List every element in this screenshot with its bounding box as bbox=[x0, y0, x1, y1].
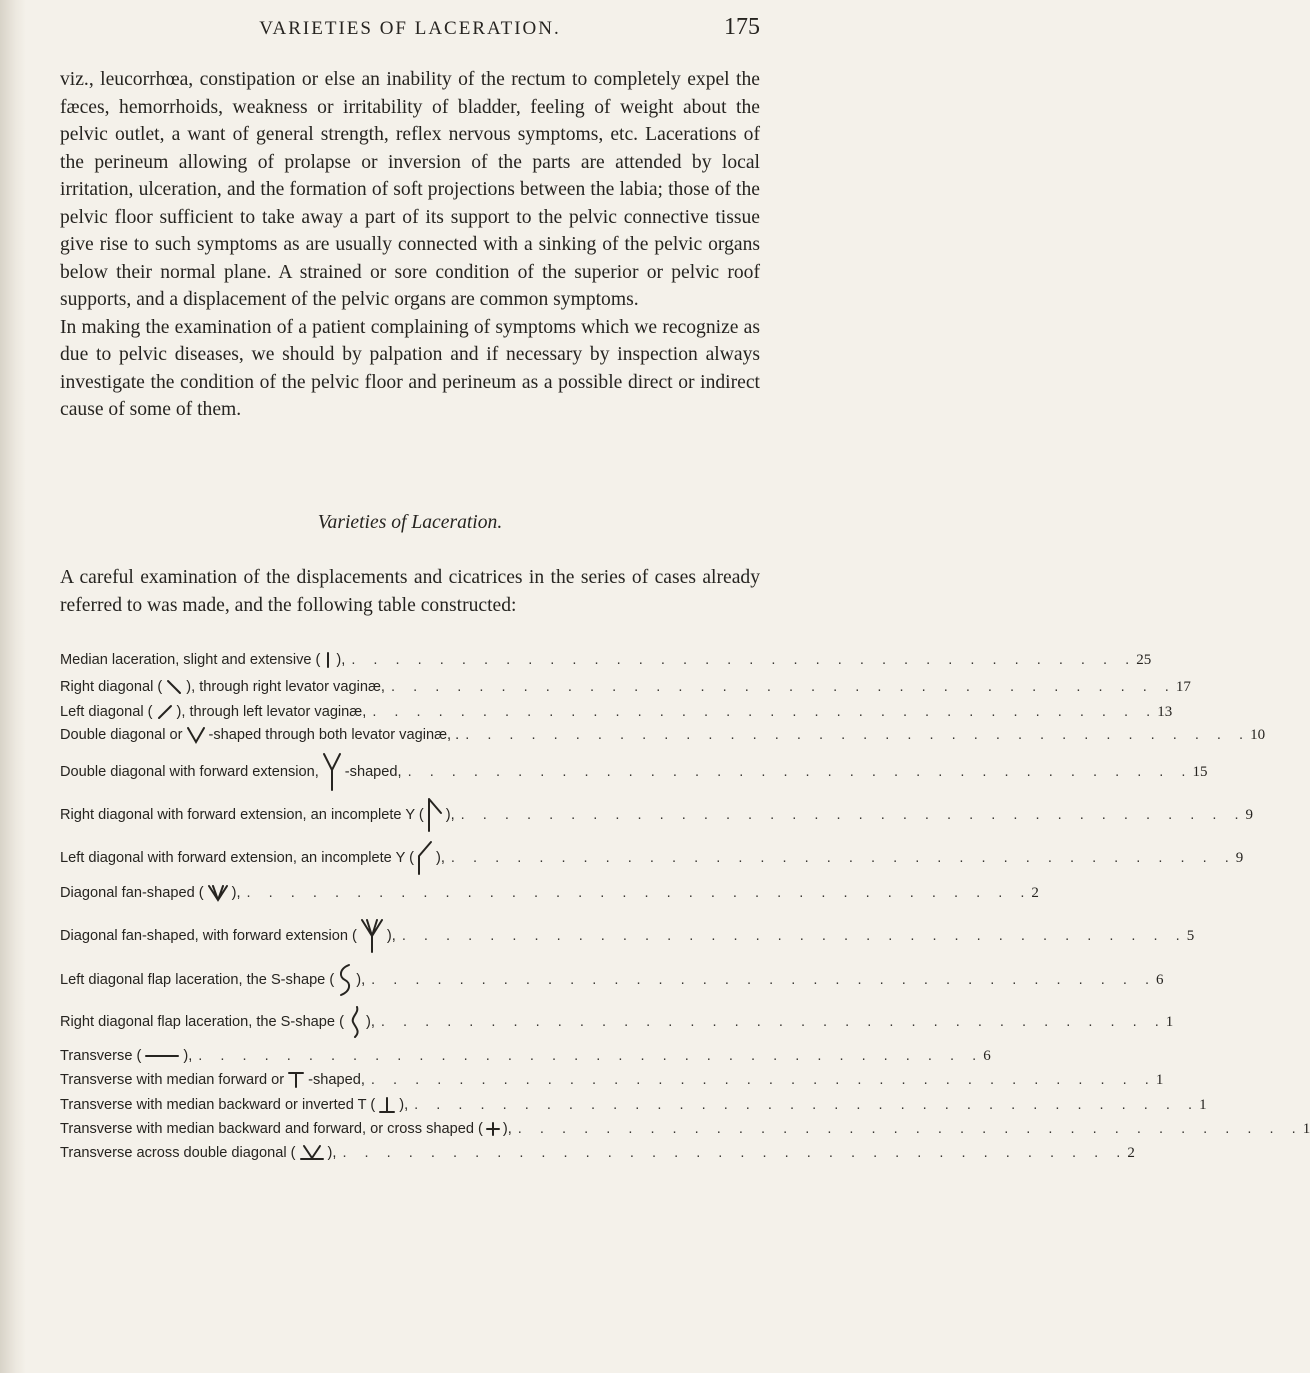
row-label bbox=[60, 1141, 336, 1165]
row-label-text: Right diagonal with forward extension, an incomplete Y ( bbox=[60, 806, 424, 823]
row-label-suffix: -shaped, bbox=[308, 1072, 365, 1088]
row-label-text: Left diagonal flap laceration, the S-shape ( bbox=[60, 971, 335, 988]
row-count: 15 bbox=[1192, 764, 1208, 780]
row-count: 25 bbox=[1136, 652, 1152, 668]
row-label bbox=[60, 918, 396, 954]
row-label-suffix: ), bbox=[356, 971, 366, 988]
y-shape-icon bbox=[322, 752, 342, 792]
row-label bbox=[60, 1005, 375, 1039]
dot-leader: . . . . . . . . . . . . . . . . . . . . . . . . . . . . . . . . . . . . bbox=[370, 1072, 1156, 1088]
dot-leader: . . . . . . . . . . . . . . . . . . . . . . . . . . . . . . . . . . . . bbox=[198, 1048, 984, 1064]
dot-leader: . . . . . . . . . . . . . . . . . . . . . . . . . . . . . . . . . . . . bbox=[371, 972, 1157, 988]
row-label-suffix: ), bbox=[327, 1145, 337, 1161]
dot-leader: . . . . . . . . . . . . . . . . . . . . . . . . . . . . . . . . . . . . bbox=[351, 652, 1137, 668]
dot-leader: . . . . . . . . . . . . . . . . . . . . . . . . . . . . . . . . . . . . bbox=[390, 679, 1176, 695]
row-count: 6 bbox=[1156, 972, 1164, 988]
row-label-text: Transverse across double diagonal ( bbox=[60, 1145, 296, 1161]
row-label bbox=[60, 797, 455, 833]
row-label bbox=[60, 675, 385, 699]
cross-icon bbox=[486, 1122, 500, 1136]
table-row bbox=[60, 924, 1195, 948]
incomplete-y-left-icon bbox=[417, 840, 433, 876]
row-label bbox=[60, 648, 345, 672]
row-count: 2 bbox=[1127, 1145, 1135, 1161]
inverted-t-icon bbox=[378, 1096, 396, 1114]
row-count: 1 bbox=[1302, 1121, 1310, 1137]
row-label-suffix: ), bbox=[336, 652, 346, 668]
row-label-suffix: ), bbox=[399, 1097, 409, 1113]
row-count: 6 bbox=[983, 1048, 991, 1064]
row-label-text: Double diagonal or bbox=[60, 727, 183, 743]
row-label bbox=[60, 723, 459, 747]
row-label-suffix: ), bbox=[231, 885, 241, 901]
table-row bbox=[60, 648, 1152, 672]
dot-leader: . . . . . . . . . . . . . . . . . . . . . . . . . . . . . . . . . . . . bbox=[450, 850, 1236, 866]
row-label-suffix: ), bbox=[445, 806, 455, 823]
row-label-suffix: ), bbox=[502, 1121, 512, 1137]
section-title: Varieties of Laceration. bbox=[317, 512, 503, 533]
row-label-text: Right diagonal flap laceration, the S-shape ( bbox=[60, 1013, 344, 1030]
row-count: 1 bbox=[1155, 1072, 1164, 1088]
median-icon bbox=[323, 650, 333, 670]
dot-leader: . . . . . . . . . . . . . . . . . . . . . . . . . . . . . . . . . . . . bbox=[401, 928, 1187, 944]
page-number: 175 bbox=[724, 14, 760, 40]
row-count: 2 bbox=[1031, 885, 1039, 901]
table-row bbox=[60, 1141, 1135, 1165]
row-label bbox=[60, 840, 445, 876]
row-count: 5 bbox=[1186, 928, 1195, 944]
dot-leader: . . . . . . . . . . . . . . . . . . . . . . . . . . . . . . . . . . . . bbox=[414, 1097, 1200, 1113]
row-label-text: Left diagonal ( bbox=[60, 704, 153, 720]
incomplete-y-right-icon bbox=[427, 797, 443, 833]
row-label-suffix: -shaped through both levator vaginæ, . bbox=[208, 727, 460, 743]
intro-paragraph: A careful examination of the displacements and cicatrices in the series of cases already referred to was made, and the following table constructed: bbox=[60, 567, 760, 616]
dot-leader: . . . . . . . . . . . . . . . . . . . . . . . . . . . . . . . . . . . . bbox=[342, 1145, 1128, 1161]
right-diagonal-icon bbox=[165, 678, 183, 696]
row-label-suffix: ), bbox=[435, 849, 445, 866]
dot-leader: . . . . . . . . . . . . . . . . . . . . . . . . . . . . . . . . . . . . bbox=[372, 704, 1158, 720]
row-label-text: Transverse with median backward and forward, or cross shaped ( bbox=[60, 1121, 483, 1137]
row-label bbox=[60, 963, 365, 997]
row-label-text: Transverse ( bbox=[60, 1048, 142, 1064]
left-diagonal-icon bbox=[156, 703, 174, 721]
row-count: 9 bbox=[1245, 807, 1254, 823]
running-head: VARIETIES OF LACERATION. bbox=[259, 18, 561, 39]
table-row bbox=[60, 700, 1173, 724]
page-header bbox=[60, 14, 760, 52]
v-shape-icon bbox=[186, 726, 206, 744]
row-label-text: Right diagonal ( bbox=[60, 679, 163, 695]
row-label-text: Transverse with median backward or inverted T ( bbox=[60, 1097, 376, 1113]
row-count: 10 bbox=[1250, 727, 1266, 743]
row-label bbox=[60, 1117, 512, 1141]
row-label-text: Diagonal fan-shaped, with forward extension ( bbox=[60, 927, 357, 944]
dot-leader: . . . . . . . . . . . . . . . . . . . . . . . . . . . . . . . . . . . . bbox=[460, 807, 1246, 823]
table-row bbox=[60, 968, 1164, 992]
dot-leader: . . . . . . . . . . . . . . . . . . . . . . . . . . . . . . . . . . . . bbox=[380, 1014, 1166, 1030]
page-gutter-shadow bbox=[0, 0, 26, 1373]
row-label-text: Left diagonal with forward extension, an incomplete Y ( bbox=[60, 849, 414, 866]
row-label bbox=[60, 1093, 408, 1117]
dot-leader: . . . . . . . . . . . . . . . . . . . . . . . . . . . . . . . . . . . . bbox=[517, 1121, 1303, 1137]
row-label-suffix: ), bbox=[386, 927, 396, 944]
row-label-suffix: ), through right levator vaginæ, bbox=[186, 679, 385, 695]
dot-leader: . . . . . . . . . . . . . . . . . . . . . . . . . . . . . . . . . . . . bbox=[465, 727, 1251, 743]
t-shape-icon bbox=[287, 1071, 305, 1089]
row-label bbox=[60, 881, 241, 905]
table-row bbox=[60, 1010, 1174, 1034]
table-row bbox=[60, 723, 1266, 747]
table-row bbox=[60, 1044, 991, 1068]
row-label-suffix: ), bbox=[365, 1013, 375, 1030]
row-label-text: Transverse with median forward or bbox=[60, 1072, 285, 1088]
table-row bbox=[60, 1117, 1310, 1141]
paragraph-2: In making the examination of a patient complaining of symptoms which we recognize as due to pelvic diseases, we should by palpation and if necessary by inspection always investigate the condition of the pelvic floor and perineum as a possible direct or indirect cause of some of them. bbox=[60, 316, 760, 420]
row-label-text: Diagonal fan-shaped ( bbox=[60, 885, 204, 901]
row-label bbox=[60, 1044, 192, 1068]
row-count: 17 bbox=[1175, 679, 1191, 695]
row-label bbox=[60, 752, 402, 792]
table-row bbox=[60, 803, 1254, 827]
row-label bbox=[60, 1068, 365, 1092]
table-row bbox=[60, 1093, 1207, 1117]
row-label-text: Median laceration, slight and extensive ( bbox=[60, 652, 321, 668]
row-label-text: Double diagonal with forward extension, bbox=[60, 763, 319, 780]
s-left-icon bbox=[337, 963, 353, 997]
fan-forward-icon bbox=[360, 918, 384, 954]
row-count: 9 bbox=[1235, 850, 1244, 866]
body-text bbox=[60, 66, 760, 424]
row-count: 13 bbox=[1157, 704, 1173, 720]
row-label-suffix: ), bbox=[183, 1048, 193, 1064]
table-row bbox=[60, 760, 1208, 784]
row-label bbox=[60, 700, 366, 724]
table-row bbox=[60, 881, 1039, 905]
table-row bbox=[60, 1068, 1164, 1092]
table-row bbox=[60, 675, 1191, 699]
row-count: 1 bbox=[1165, 1014, 1174, 1030]
table-row bbox=[60, 846, 1244, 870]
transverse-v-icon bbox=[299, 1144, 325, 1162]
dot-leader: . . . . . . . . . . . . . . . . . . . . . . . . . . . . . . . . . . . . bbox=[407, 764, 1193, 780]
fan-icon bbox=[207, 884, 229, 902]
s-right-icon bbox=[347, 1005, 363, 1039]
transverse-icon bbox=[144, 1051, 180, 1061]
row-count: 1 bbox=[1199, 1097, 1207, 1113]
row-label-suffix: -shaped, bbox=[344, 763, 402, 780]
dot-leader: . . . . . . . . . . . . . . . . . . . . . . . . . . . . . . . . . . . . bbox=[246, 885, 1032, 901]
paragraph-1: viz., leucorrhœa, constipation or else an inability of the rectum to completely expel the fæces, hemorrhoids, weakness or irritability of bladder, feeling of weight about the pelvic outlet, a want of general strength, reflex nervous symptoms, etc. Lacerations of the perineum allowing of prolapse or inversion of the parts are attended by local irritation, ulceration, and the formation of soft projections between the labia; those of the pelvic floor sufficient to take away a part of its support to the pelvic connective tissue give rise to such symptoms as are usually connected with a sinking of the pelvic organs below their normal plane. A strained or sore condition of the superior or pelvic roof supports, and a displacement of the pelvic organs are common symptoms. bbox=[60, 69, 760, 310]
row-label-suffix: ), through left levator vaginæ, bbox=[176, 704, 367, 720]
